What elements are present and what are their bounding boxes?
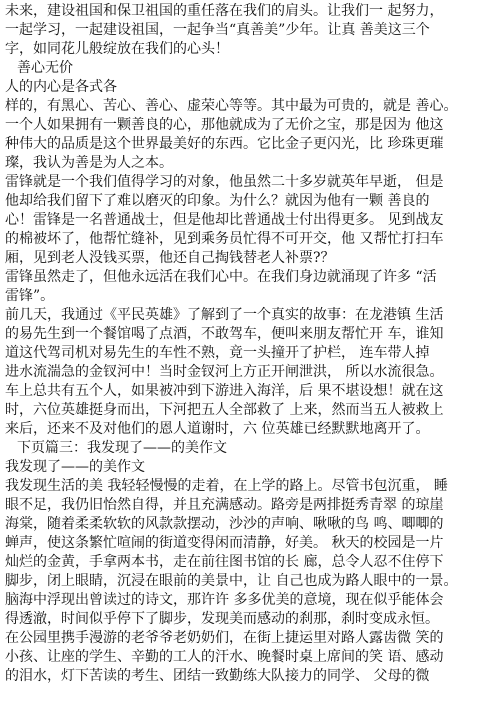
- text-line: 得透澈，时间似乎停下了脚步，发现美而感动的刹那，刹时变成永恒。: [5, 611, 439, 627]
- text-line: 车上总共有五个人，如果被冲到下游进入海洋，后 果不堪设想！就在这: [5, 383, 444, 399]
- text-line: 心！雷锋是一名普通战士，但是他却比普通战士付出得更多。 见到战友: [5, 212, 444, 228]
- text-line: 的棉被坏了，他帮忙缝补，见到乘务员忙得不可开交，他 又帮忙打扫车: [5, 231, 444, 247]
- text-line: 蝉声，使这条繁忙喧闹的街道变得闲而清静，好美。 秋天的校园是一片: [5, 535, 444, 551]
- text-line: 小孩、让座的学生、辛勤的工人的汗水、晚餐时桌上席间的笑 语、感动: [5, 649, 444, 665]
- text-line: 字，如同花儿般绽放在我们的心头！: [5, 41, 229, 57]
- text-line: 样的，有黑心、苦心、善心、虚荣心等等。其中最为可贵的，就是 善心。: [5, 98, 458, 114]
- text-line: 脚步，闭上眼睛，沉浸在眼前的美景中，让 自己也成为路人眼中的一景。: [5, 573, 458, 589]
- text-line: 来后，还来不及对他们的恩人道谢时，六 位英雄已经默默地离开了。: [5, 421, 430, 437]
- text-line: 人的内心是各式各: [5, 79, 117, 95]
- text-line: 海棠，随着柔柔软软的风款款摆动，沙沙的声响、啾啾的鸟 鸣、唧唧的: [5, 516, 444, 532]
- text-line: 厢，见到老人没钱买票，他还自己掏钱替老人补票?？: [5, 250, 335, 266]
- text-line: 眼不足，我仍旧怡然自得，并且充满感动。路旁是两排挺秀青翠 的琼崖: [5, 497, 444, 513]
- section-heading: 下页篇三：我发现了——的美作文: [17, 440, 227, 456]
- text-line: 雷锋虽然走了，但他永远活在我们心中。在我们身边就涌现了许多 “活: [5, 269, 437, 285]
- text-line: 他却给我们留下了难以磨灭的印象。为什么？就因为他有一颗 善良的: [5, 193, 430, 209]
- text-line: 前几天，我通过《平民英雄》了解到了一个真实的故事：在龙港镇 生活: [5, 307, 444, 323]
- text-line: 灿烂的金黄，手拿两本书，走在前往图书馆的长 廊，总令人忍不住停下: [5, 554, 444, 570]
- text-line: 一起学习，一起建设祖国，一起争当“真善美”少年。让真 善美这三个: [5, 22, 430, 38]
- text-line: 未来，建设祖国和保卫祖国的重任落在我们的肩头。让我们一 起努力，: [5, 3, 444, 19]
- text-line: 脑海中浮现出曾读过的诗文，那许许 多多优美的意境，现在似乎能体会: [5, 592, 444, 608]
- text-line: 雷锋就是一个我们值得学习的对象，他虽然二十多岁就英年早逝， 但是: [5, 174, 444, 190]
- text-line: 种伟大的品质是这个世界最美好的东西。它比金子更闪光，比 珍珠更璀: [5, 136, 444, 152]
- article-title: 我发现了——的美作文: [5, 459, 145, 475]
- text-line: 的泪水，灯下苦读的考生、团结一致勤练大队接力的同学、 父母的微: [5, 668, 430, 684]
- text-line: 我发现生活的美 我轻轻慢慢的走着，在上学的路上。尽管书包沉重， 睡: [5, 478, 448, 494]
- section-heading: 善心无价: [17, 60, 73, 76]
- text-line: 一个人如果拥有一颗善良的心，那他就成为了无价之宝，那是因为 他这: [5, 117, 444, 133]
- text-line: 在公园里携手漫游的老爷爷老奶奶们，在街上捷运里对路人露齿微 笑的: [5, 630, 444, 646]
- text-line: 璨，我认为善是为人之本。: [5, 155, 173, 171]
- text-line: 雷锋”。: [5, 288, 55, 304]
- text-line: 道这代驾司机对易先生的车性不熟，竟一头撞开了护栏， 连车带人掉: [5, 345, 430, 361]
- text-line: 进水流湍急的金钗河中！当时金钗河上方正开闸泄洪， 所以水流很急。: [5, 364, 444, 380]
- text-line: 的易先生到一个餐馆喝了点酒，不敢驾车，便叫来朋友帮忙开 车，谁知: [5, 326, 444, 342]
- text-line: 时，六位英雄挺身而出，下河把五人全部救了 上来，然而当五人被救上: [5, 402, 444, 418]
